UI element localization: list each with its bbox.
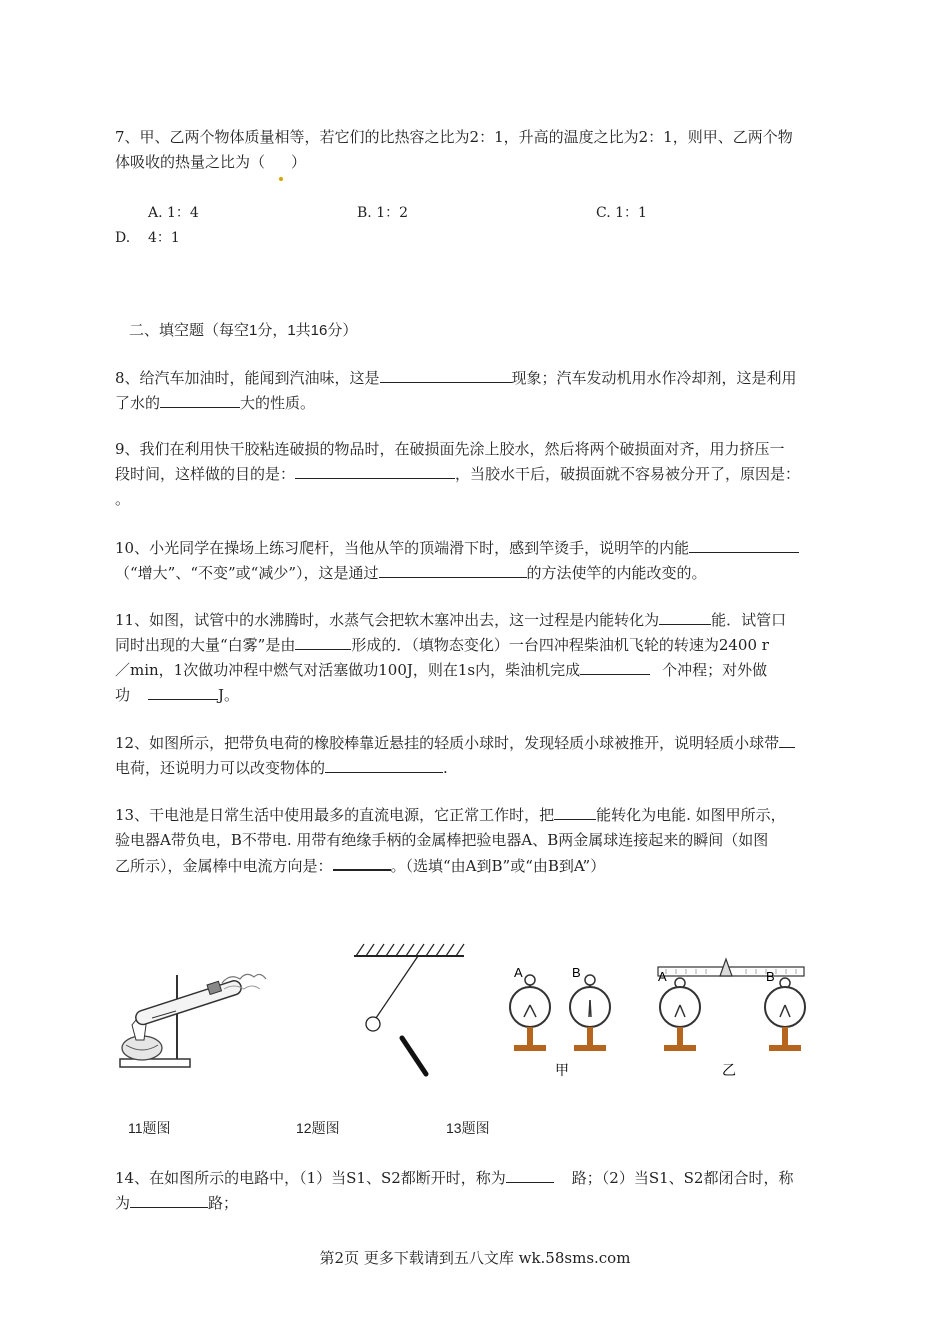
q14-blank-2	[130, 1191, 208, 1208]
q11-text-8: J。	[218, 686, 240, 704]
q7-line2	[115, 150, 835, 175]
section-title: 二、填空题（每空1分，1共16分）	[129, 322, 358, 339]
q8-blank-2	[160, 391, 240, 408]
label-yi: 乙	[722, 1062, 736, 1078]
q10-line2	[115, 561, 835, 586]
q13-text-4: 乙所示），金属棒中电流方向是：	[115, 857, 333, 875]
q7-option-a: A. 1：4	[148, 205, 199, 221]
electroscope-yi-b	[765, 978, 805, 1051]
q11-line1	[115, 608, 835, 633]
q9-line1: 9、我们在利用快干胶粘连破损的物品时，在破损面先涂上胶水，然后将两个破损面对齐，用力挤压一	[115, 440, 785, 458]
q14-text-2: 路；（2）当S1、S2都闭合时，称	[571, 1169, 794, 1187]
q8-blank-1	[380, 366, 512, 383]
q8-line1	[115, 366, 835, 391]
label-b-yi: B	[766, 969, 775, 984]
q14-line1	[115, 1166, 835, 1191]
q11-text-1: 11、如图，试管中的水沸腾时，水蒸气会把软木塞冲出去，这一过程是内能转化为	[115, 611, 660, 629]
figure-13-electroscopes	[500, 955, 820, 1080]
q12-text-1: 12、如图所示，把带负电荷的橡胶棒靠近悬挂的轻质小球时，发现轻质小球被推开，说明轻质小球带	[115, 734, 780, 752]
q12-text-3: .	[443, 759, 448, 777]
q11-line3	[115, 658, 835, 683]
electroscope-jia-a	[510, 975, 550, 1051]
q8-line2	[115, 391, 835, 416]
figure-11-test-tube	[112, 955, 272, 1075]
q9-blank-1	[295, 462, 455, 479]
q11-blank-3	[580, 658, 650, 675]
q8-text-3: 了水的	[115, 394, 161, 412]
q12-blank-2	[325, 756, 443, 773]
q11-text-4: 形成的．（填物态变化）一台四冲程柴油机飞轮的转速为2400 r	[351, 636, 769, 654]
q7-line2-text: 体吸收的热量之比为（	[115, 153, 266, 171]
q7-line2-end: ）	[291, 153, 307, 171]
q8-text-1: 8、给汽车加油时，能闻到汽油味，这是	[115, 369, 380, 387]
q11-line4	[115, 683, 835, 708]
q11-text-3: 同时出现的大量“白雾”是由	[115, 636, 296, 654]
q14-blank-1	[506, 1166, 554, 1183]
q7-line1-text: 7、甲、乙两个物体质量相等，若它们的比热容之比为2：1，升高的温度之比为2：1，则甲、乙两个物	[115, 128, 793, 146]
q7-line1	[115, 125, 835, 150]
figure-12-pendulum	[350, 940, 470, 1080]
q12-blank-1	[779, 731, 795, 748]
q11-text-5: ／min，1次做功冲程中燃气对活塞做功100J，则在1s内，柴油机完成	[115, 661, 581, 679]
q12-text-2: 电荷，还说明力可以改变物体的	[115, 759, 326, 777]
q13-blank-1	[554, 803, 596, 820]
caption-fig-12: 12题图	[296, 1120, 340, 1136]
q12-line1	[115, 731, 835, 756]
label-jia: 甲	[555, 1062, 569, 1078]
label-a-jia: A	[514, 965, 523, 980]
q13-text-2: 能转化为电能. 如图甲所示，	[596, 806, 786, 824]
q10-text-1: 10、小光同学在操场上练习爬杆，当他从竿的顶端滑下时，感到竿烫手，说明竿的内能	[115, 539, 690, 557]
caption-fig-11: 11题图	[128, 1120, 171, 1136]
page-footer: 第2页 更多下载请到五八文库 wk.58sms.com	[319, 1249, 631, 1267]
electroscope-jia-b	[570, 975, 610, 1051]
q13-line1	[115, 803, 835, 828]
q13-text-5: 。（选填“由A到B”或“由B到A”）	[390, 857, 606, 875]
q10-blank-2	[379, 561, 527, 578]
q7-option-c: C. 1：1	[596, 205, 647, 221]
q13-text-1: 13、干电池是日常生活中使用最多的直流电源，它正常工作时，把	[115, 806, 555, 824]
q14-line2	[115, 1191, 835, 1216]
q11-text-7: 功	[115, 686, 131, 704]
q13-line3	[115, 853, 835, 879]
q8-text-2: 现象；汽车发动机用水作冷却剂，这是利用	[511, 369, 797, 387]
q9-text-3: ，当胶水干后，破损面就不容易被分开了，原因是：	[455, 465, 801, 483]
q9-line3: 。	[115, 490, 131, 508]
q11-blank-4	[148, 683, 218, 700]
q10-text-3: 的方法使竿的内能改变的。	[526, 564, 707, 582]
q8-text-4: 大的性质。	[240, 394, 316, 412]
q11-blank-1	[659, 608, 711, 625]
q14-text-1: 14、在如图所示的电路中，（1）当S1、S2都断开时，称为	[115, 1169, 506, 1187]
label-b-jia: B	[572, 965, 581, 980]
q9-line2	[115, 462, 835, 487]
q11-line2	[115, 633, 835, 658]
q7-option-b: B. 1：2	[357, 205, 409, 221]
q9-text-2: 段时间，这样做的目的是：	[115, 465, 296, 483]
q11-text-2: 能．试管口	[711, 611, 787, 629]
q13-line2: 验电器A带负电，B不带电. 用带有绝缘手柄的金属棒把验电器A、B两金属球连接起来的瞬间（如图	[115, 831, 769, 849]
q14-text-4: 路；	[208, 1194, 239, 1212]
q12-line2	[115, 756, 835, 781]
q11-blank-2	[295, 633, 351, 650]
q10-text-2: （“增大”、“不变”或“减少”），这是通过	[115, 564, 379, 582]
electroscope-yi-a	[660, 978, 700, 1051]
q11-text-6: 个冲程；对外做	[662, 661, 768, 679]
label-a-yi: A	[658, 969, 667, 984]
q13-blank-2	[333, 853, 391, 871]
q14-text-3: 为	[115, 1194, 131, 1212]
q7-option-d: D. 4：1	[115, 230, 180, 246]
caption-fig-13: 13题图	[446, 1120, 490, 1136]
q10-line1	[115, 536, 835, 561]
q10-blank-1	[689, 536, 799, 553]
